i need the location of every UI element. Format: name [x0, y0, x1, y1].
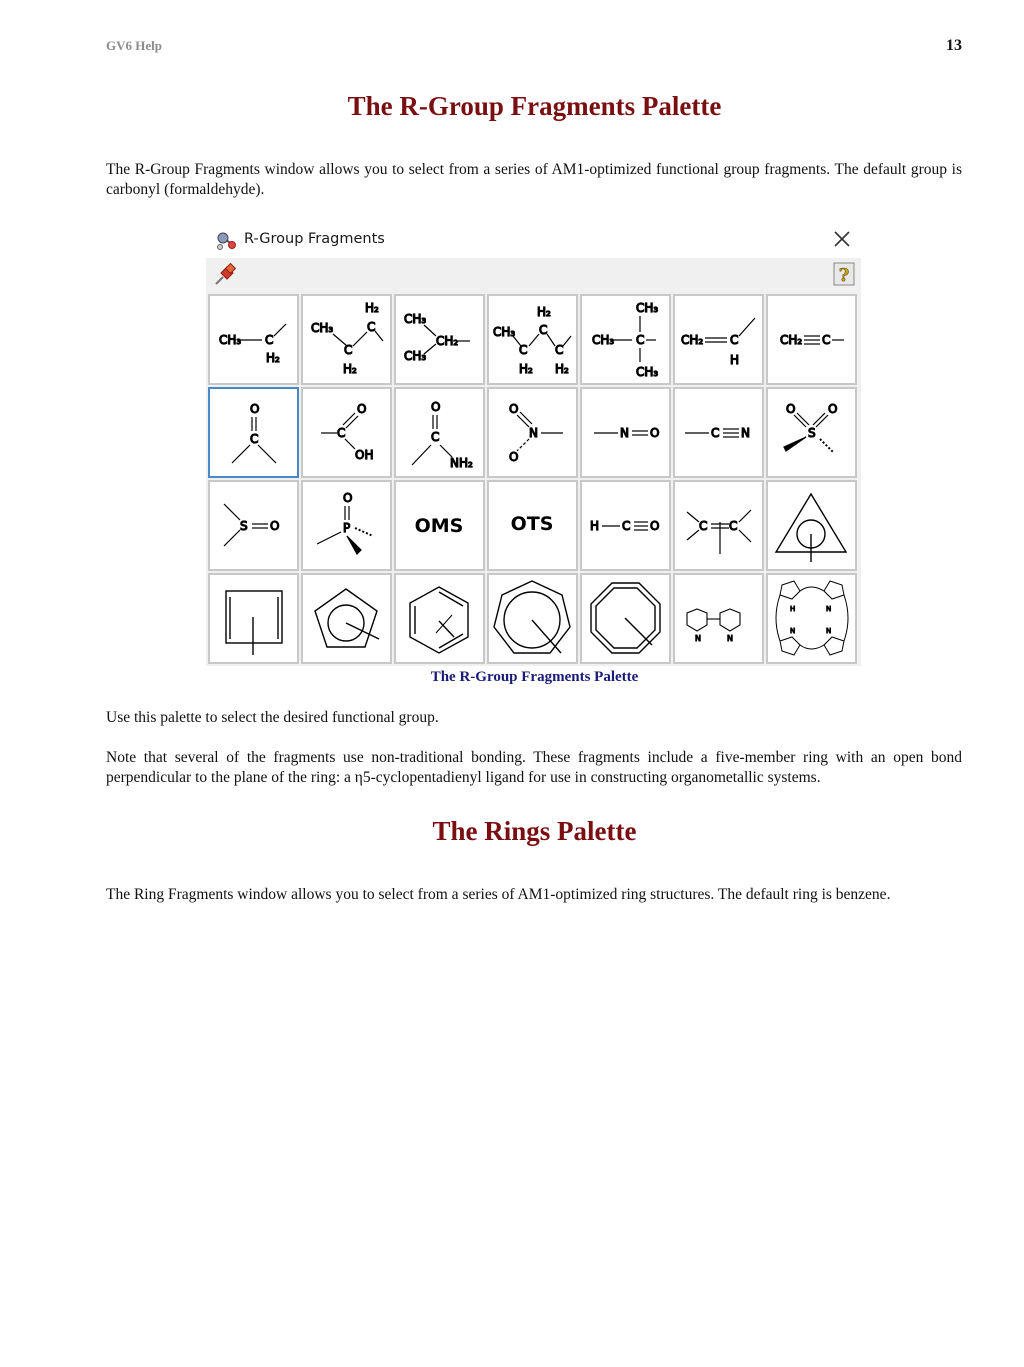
svg-text:C: C	[337, 426, 346, 440]
fragment-nitro[interactable]	[487, 387, 578, 478]
svg-text:O: O	[509, 450, 519, 464]
close-icon[interactable]	[833, 230, 851, 248]
svg-text:O: O	[250, 402, 260, 416]
svg-text:C: C	[367, 320, 376, 334]
window-titlebar	[206, 224, 861, 258]
svg-text:C: C	[555, 343, 564, 357]
svg-text:C: C	[265, 333, 274, 347]
svg-text:H₂: H₂	[365, 301, 379, 315]
svg-text:C: C	[822, 333, 831, 347]
svg-text:H₂: H₂	[555, 362, 569, 376]
molecule-icon	[216, 230, 238, 252]
svg-text:O: O	[343, 491, 353, 505]
fragment-sulfonyl[interactable]	[766, 387, 857, 478]
fragment-porphyrin[interactable]	[766, 573, 857, 664]
fragment-vinyl[interactable]	[673, 294, 764, 385]
svg-text:CH₂: CH₂	[780, 333, 803, 347]
fragment-formyl[interactable]	[580, 480, 671, 571]
rgroup-intro: The R-Group Fragments window allows you to select from a series of AM1-optimized functional group fragments. The default group is carbonyl (formaldehyde).	[106, 161, 962, 198]
fragment-tert-butyl[interactable]	[580, 294, 671, 385]
section-title-rgroup: The R-Group Fragments Palette	[347, 91, 722, 121]
svg-text:O: O	[270, 519, 280, 533]
svg-text:N: N	[727, 634, 733, 643]
running-header: GV6 Help	[106, 38, 162, 53]
fragment-tropylium[interactable]	[487, 573, 578, 664]
svg-text:H: H	[730, 353, 740, 367]
page-number: 13	[946, 37, 962, 54]
svg-text:H₂: H₂	[537, 305, 551, 319]
fragment-ethyl[interactable]	[208, 294, 299, 385]
svg-text:C: C	[730, 333, 739, 347]
window-title: R-Group Fragments	[244, 231, 385, 247]
help-icon[interactable]	[833, 262, 855, 286]
fragment-cyclopropyl[interactable]	[766, 480, 857, 571]
svg-text:O: O	[509, 402, 519, 416]
svg-text:C: C	[431, 430, 440, 444]
svg-text:?: ?	[838, 265, 850, 286]
fragment-ots[interactable]	[487, 480, 578, 571]
svg-text:C: C	[622, 519, 631, 533]
fragment-cyano[interactable]	[673, 387, 764, 478]
svg-text:N: N	[695, 634, 701, 643]
note-paragraph: Note that several of the fragments use non-traditional bonding. These fragments include a five-member ring with an open bond perpendicular to the plane of the ring: a η5-cyclopentadienyl ligand for use in constructing organometallic systems.	[106, 749, 962, 786]
svg-text:C: C	[519, 343, 528, 357]
fragment-phenyl[interactable]	[394, 573, 485, 664]
svg-text:O: O	[357, 402, 367, 416]
svg-text:N: N	[741, 426, 750, 440]
svg-text:S: S	[240, 519, 248, 533]
rings-intro: The Ring Fragments window allows you to select from a series of AM1-optimized ring structures. The default ring is benzene.	[106, 886, 891, 903]
svg-text:CH₃: CH₃	[592, 333, 615, 347]
fragment-cyclopentadienyl[interactable]	[301, 573, 392, 664]
svg-text:H: H	[590, 519, 600, 533]
svg-text:S: S	[808, 426, 816, 440]
svg-text:C: C	[729, 519, 738, 533]
svg-text:H: H	[790, 605, 796, 613]
svg-text:C: C	[699, 519, 708, 533]
fragment-grid	[206, 292, 861, 666]
svg-text:N: N	[826, 605, 832, 613]
svg-text:N: N	[826, 627, 832, 635]
svg-text:O: O	[650, 426, 660, 440]
svg-text:CH₃: CH₃	[404, 312, 427, 326]
fragment-butyl[interactable]	[487, 294, 578, 385]
svg-text:CH₃: CH₃	[311, 321, 334, 335]
svg-text:OTS: OTS	[510, 513, 554, 535]
svg-text:H₂: H₂	[519, 362, 533, 376]
svg-text:N: N	[529, 426, 538, 440]
fragment-carboxyl[interactable]	[301, 387, 392, 478]
fragment-cyclooctatetraenyl[interactable]	[580, 573, 671, 664]
svg-text:P: P	[343, 521, 351, 535]
svg-text:H₂: H₂	[266, 351, 280, 365]
fragment-carbonyl[interactable]	[208, 387, 299, 478]
svg-text:NH₂: NH₂	[450, 456, 473, 470]
fragment-ethynyl[interactable]	[766, 294, 857, 385]
svg-text:C: C	[636, 333, 645, 347]
svg-text:O: O	[786, 402, 796, 416]
svg-text:O: O	[828, 402, 838, 416]
fragment-propyl[interactable]	[301, 294, 392, 385]
palette-toolbar	[206, 258, 861, 292]
fragment-cyclobutyl[interactable]	[208, 573, 299, 664]
svg-text:CH₃: CH₃	[219, 333, 242, 347]
figure-caption: The R-Group Fragments Palette	[430, 669, 639, 685]
svg-text:CH₃: CH₃	[636, 365, 659, 379]
section-title-rings: The Rings Palette	[432, 816, 637, 846]
svg-text:OH: OH	[355, 448, 374, 462]
svg-text:N: N	[620, 426, 629, 440]
svg-text:C: C	[711, 426, 720, 440]
svg-text:CH₃: CH₃	[404, 349, 427, 363]
fragment-alkene-branch[interactable]	[673, 480, 764, 571]
fragment-amide[interactable]	[394, 387, 485, 478]
svg-text:CH₃: CH₃	[636, 301, 659, 315]
fragment-bipyridyl[interactable]	[673, 573, 764, 664]
usage-paragraph: Use this palette to select the desired functional group.	[106, 709, 439, 726]
svg-text:O: O	[431, 400, 441, 414]
svg-text:O: O	[650, 519, 660, 533]
svg-text:CH₂: CH₂	[681, 333, 704, 347]
svg-text:CH₃: CH₃	[493, 325, 516, 339]
pin-icon[interactable]	[212, 262, 238, 288]
svg-text:N: N	[790, 627, 796, 635]
svg-text:CH₂: CH₂	[436, 334, 459, 348]
svg-text:H₂: H₂	[343, 362, 357, 376]
svg-text:C: C	[344, 343, 353, 357]
rgroup-palette-window	[206, 224, 861, 666]
svg-text:C: C	[250, 432, 259, 446]
fragment-isopropyl[interactable]	[394, 294, 485, 385]
fragment-sulfoxide[interactable]	[208, 480, 299, 571]
svg-text:OMS: OMS	[414, 515, 464, 537]
fragment-oms[interactable]	[394, 480, 485, 571]
fragment-phosphoryl[interactable]	[301, 480, 392, 571]
svg-text:C: C	[539, 323, 548, 337]
fragment-nitroso[interactable]	[580, 387, 671, 478]
